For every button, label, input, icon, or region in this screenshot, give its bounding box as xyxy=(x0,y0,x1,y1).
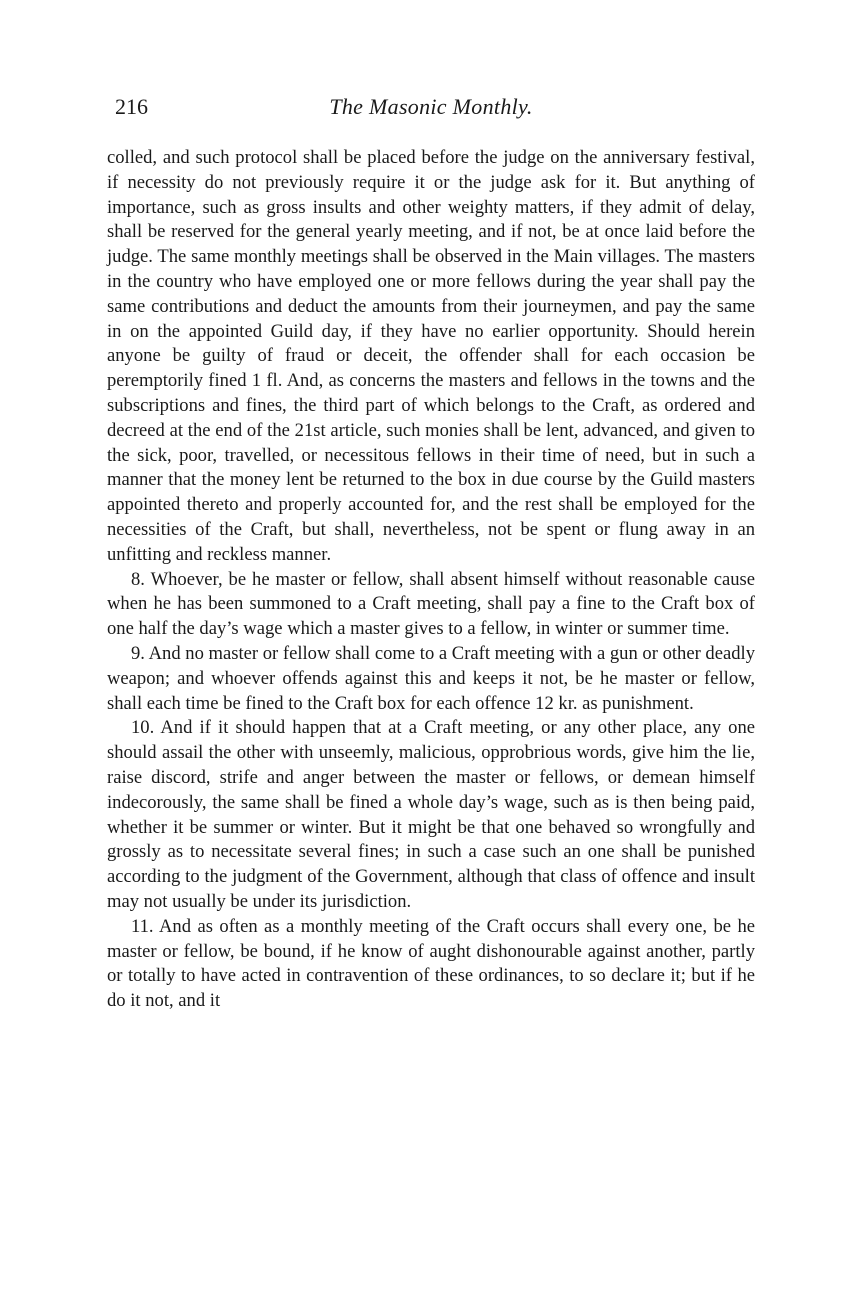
article-body xyxy=(107,146,755,1014)
article-number: 8. xyxy=(131,568,145,590)
paragraph-article-10 xyxy=(107,716,755,914)
paragraph-text: And if it should happen that at a Craft meeting, or any other place, any one should assail the other with unseemly, malicious, opprobrious words, give him the lie, raise discord, strife and anger between the master or fellows, or demean himself indecorously, the same shall be fined a whole day’s wage, such as is then being paid, whether it be summer or winter. But it might be that one behaved so wrongfully and grossly as to necessitate several fines; in such a case such an one shall be punished according to the judgment of the Government, although that class of offence and insult may not usually be under its jurisdiction. xyxy=(107,717,755,912)
paragraph-text: And no master or fellow shall come to a Craft meeting with a gun or other deadly weapon; and whoever offends against this and keeps it not, be he master or fellow, shall each time be fined to the Craft box for each offence 12 kr. as punishment. xyxy=(107,642,755,714)
paragraph-article-8 xyxy=(107,568,755,642)
paragraph-article-9 xyxy=(107,642,755,716)
paragraph-continuation xyxy=(107,146,755,568)
running-header xyxy=(107,92,755,126)
journal-title: The Masonic Monthly. xyxy=(329,94,533,119)
article-number: 9. xyxy=(131,642,145,664)
paragraph-text: Whoever, be he master or fellow, shall absent himself without reasonable cause when he has been summoned to a Craft meeting, shall pay a fine to the Craft box of one half the day’s wage which a master gives to a fellow, in winter or summer time. xyxy=(107,568,756,640)
paragraph-text: colled, and such protocol shall be placed before the judge on the anniversary festival, if necessity do not previously require it or the judge ask for it. But anything of importance, such as gross insults and other weighty matters, if they admit of delay, shall be reserved for the general yearly meeting, and if not, be at once laid before the judge. The same monthly meetings shall be observed in the Main villages. The masters in the country who have employed one or more fellows during the year shall pay the same contributions and deduct the amounts from their journeymen, and pay the same in on the appointed Guild day, if they have no earlier opportunity. Should herein anyone be guilty of fraud or deceit, the offender shall for each occasion be peremptorily fined 1 fl. And, as concerns the masters and fellows in the towns and the subscriptions and fines, the third part of which belongs to the Craft, as ordered and decreed at the end of the 21st article, such monies shall be lent, advanced, and given to the sick, poor, travelled, or necessitous fellows in their time of need, but in such a manner that the money lent be returned to the box in due course by the Guild masters appointed thereto and properly accounted for, and the rest shall be employed for the necessities of the Craft, but shall, nevertheless, not be spent or flung away in an unfitting and reckless manner. xyxy=(107,147,755,565)
paragraph-text: And as often as a monthly meeting of the Craft occurs shall every one, be he master or fellow, be bound, if he know of aught dishonourable against another, partly or totally to have acted in contravention of these ordinances, to so declare it; but if he do it not, and it xyxy=(107,915,756,1012)
article-number: 10. xyxy=(131,717,155,739)
page-number: 216 xyxy=(115,94,148,119)
article-number: 11. xyxy=(131,915,154,937)
paragraph-article-11 xyxy=(107,915,755,1014)
